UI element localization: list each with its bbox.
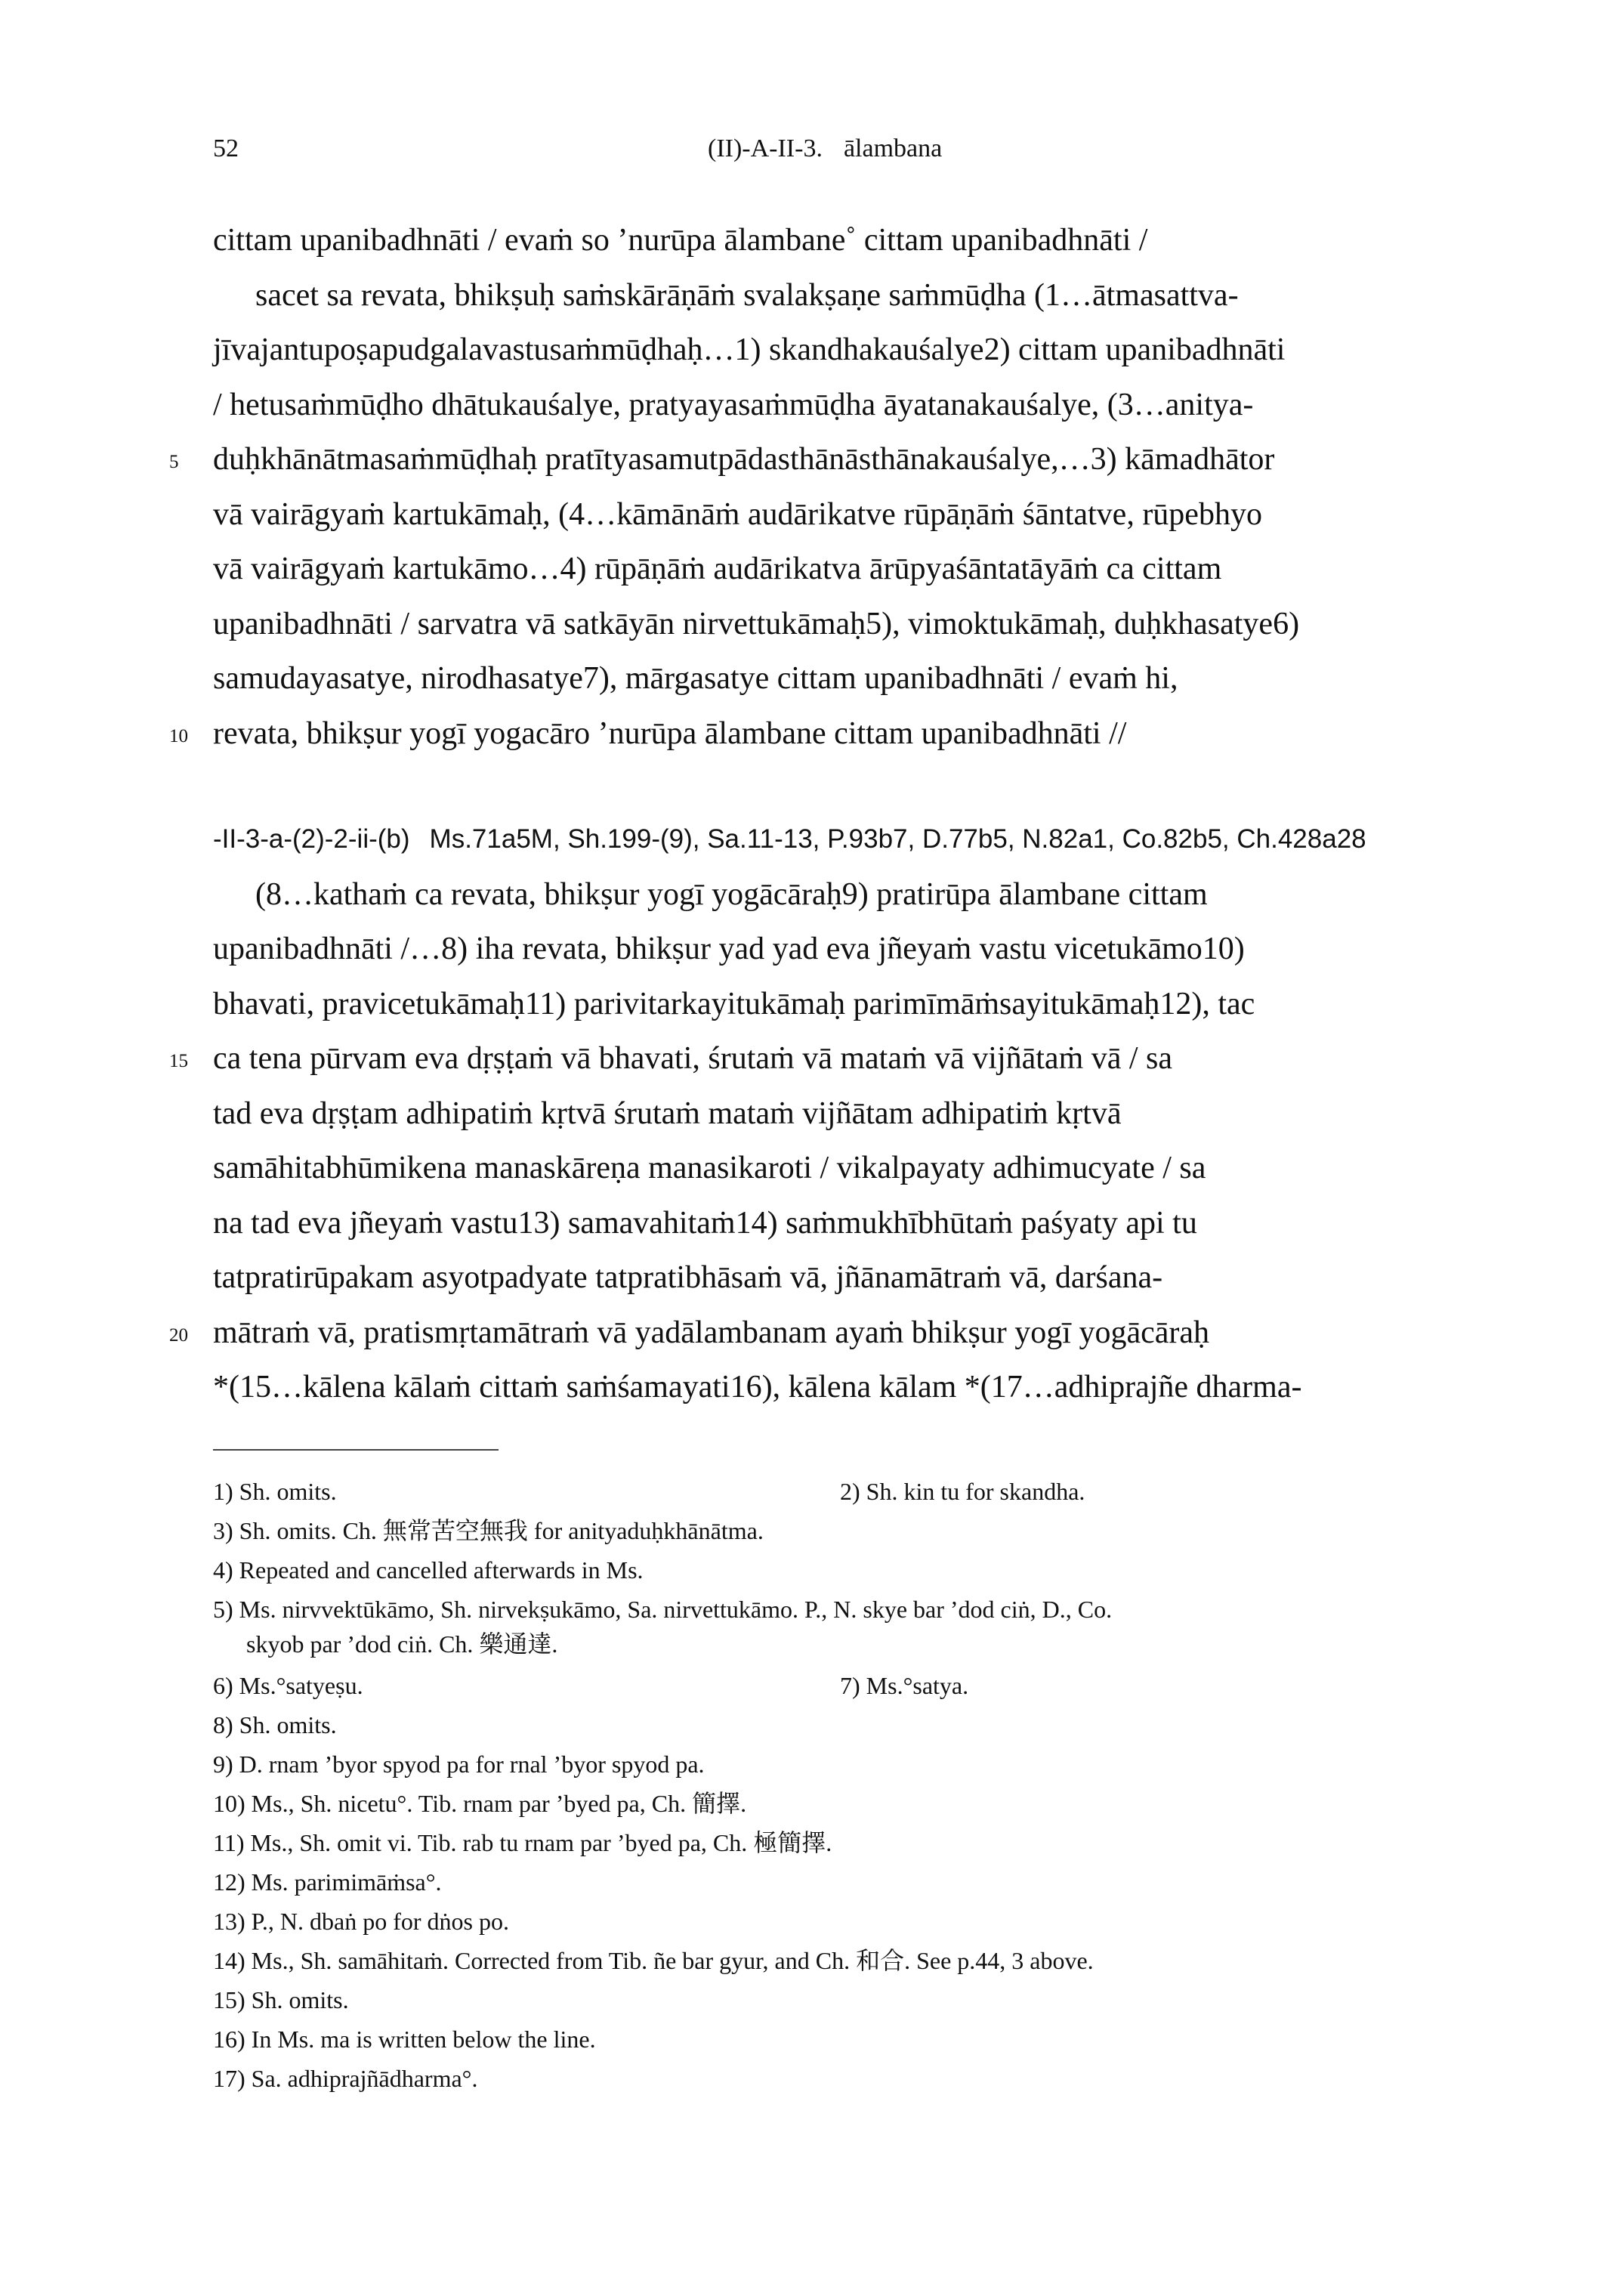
section-code: (II)-A-II-3. bbox=[708, 134, 823, 162]
footnote-continuation: skyob par ’dod ciṅ. Ch. 樂通達. bbox=[246, 1630, 558, 1658]
footnote-divider bbox=[213, 1449, 499, 1451]
footnote: 17) Sa. adhiprajñādharma°. bbox=[213, 2065, 478, 2092]
text-line bbox=[169, 432, 1490, 487]
line-number: 5 bbox=[169, 452, 179, 472]
footnote-row bbox=[213, 1941, 1490, 1980]
line-number: 15 bbox=[169, 1051, 188, 1071]
line-text: samāhitabhūmikena manaskāreṇa manasikaroti / vikalpayaty adhimucyate / sa bbox=[213, 1151, 1206, 1185]
text-line bbox=[213, 1360, 1490, 1415]
footnote: 5) Ms. nirvvektūkāmo, Sh. nirvekṣukāmo, Sa. nirvettukāmo. P., N. skye bar ’dod ciṅ, D., Co. bbox=[213, 1596, 1113, 1623]
footnote: 1) Sh. omits. bbox=[213, 1478, 337, 1505]
line-text: samudayasatye, nirodhasatye7), mārgasatye cittam upanibadhnāti / evaṁ hi, bbox=[213, 661, 1178, 696]
running-head bbox=[708, 134, 942, 163]
line-text: tatpratirūpakam asyotpadyate tatpratibhāsaṁ vā, jñānamātraṁ vā, darśana- bbox=[213, 1260, 1163, 1295]
text-line bbox=[169, 706, 1490, 762]
line-text: vā vairāgyaṁ kartukāmo…4) rūpāṇāṁ audārikatva ārūpyaśāntatāyāṁ ca cittam bbox=[213, 552, 1222, 586]
footnote-row bbox=[213, 1550, 1490, 1590]
text-line bbox=[213, 597, 1490, 652]
footnote: 2) Sh. kin tu for skandha. bbox=[840, 1478, 1085, 1505]
line-text: cittam upanibadhnāti / evaṁ so ’nurūpa ālambane˚ cittam upanibadhnāti / bbox=[213, 223, 1148, 258]
line-text: duḥkhānātmasaṁmūḍhaḥ pratītyasamutpādasthānāsthānakauśalye,…3) kāmadhātor bbox=[213, 442, 1275, 477]
footnote-row bbox=[213, 1590, 1490, 1666]
text-line bbox=[213, 378, 1490, 433]
line-text: tad eva dṛṣṭam adhipatiṁ kṛtvā śrutaṁ mataṁ vijñātam adhipatiṁ kṛtvā bbox=[213, 1095, 1122, 1131]
main-text bbox=[169, 213, 1490, 1415]
footnote: 4) Repeated and cancelled afterwards in Ms. bbox=[213, 1556, 644, 1584]
footnote: 16) In Ms. ma is written below the line. bbox=[213, 2026, 596, 2053]
text-line bbox=[213, 977, 1490, 1032]
text-block-1 bbox=[169, 213, 1490, 761]
footnote-row bbox=[213, 1862, 1490, 1902]
line-text: ca tena pūrvam eva dṛṣṭaṁ vā bhavati, śrutaṁ vā mataṁ vā vijñātaṁ vā / sa bbox=[213, 1041, 1173, 1076]
footnote-row bbox=[213, 1902, 1490, 1941]
section-keyword: ālambana bbox=[843, 134, 943, 162]
footnote-row bbox=[213, 1705, 1490, 1744]
line-text: / hetusaṁmūḍho dhātukauśalye, pratyayasaṁmūḍha āyatanakauśalye, (3…anitya- bbox=[213, 387, 1254, 422]
text-line bbox=[213, 867, 1490, 922]
footnote-row bbox=[213, 1511, 1490, 1550]
line-text: na tad eva jñeyaṁ vastu13) samavahitaṁ14) saṁmukhībhūtaṁ paśyaty api tu bbox=[213, 1205, 1197, 1241]
text-line bbox=[213, 268, 1490, 323]
text-line bbox=[169, 1031, 1490, 1086]
line-text: revata, bhikṣur yogī yogacāro ’nurūpa ālambane cittam upanibadhnāti // bbox=[213, 715, 1127, 751]
line-text: mātraṁ vā, pratismṛtamātraṁ vā yadālambanam ayaṁ bhikṣur yogī yogācāraḥ bbox=[213, 1315, 1210, 1350]
line-text: sacet sa revata, bhikṣuḥ saṁskārāṇāṁ svalakṣaṇe saṁmūḍha (1…ātmasattva- bbox=[255, 277, 1239, 313]
footnote-row bbox=[213, 1980, 1490, 2019]
text-line bbox=[213, 487, 1490, 542]
footnote: 11) Ms., Sh. omit vi. Tib. rab tu rnam par ’byed pa, Ch. 極簡擇. bbox=[213, 1829, 832, 1856]
footnote-row bbox=[213, 1472, 1490, 1511]
line-text: vā vairāgyaṁ kartukāmaḥ, (4…kāmānāṁ audārikatve rūpāṇāṁ śāntatve, rūpebhyo bbox=[213, 496, 1262, 532]
footnote: 14) Ms., Sh. samāhitaṁ. Corrected from Tib. ñe bar gyur, and Ch. 和合. See p.44, 3 above. bbox=[213, 1947, 1094, 1974]
footnote: 7) Ms.°satya. bbox=[840, 1672, 969, 1699]
line-text: upanibadhnāti /…8) iha revata, bhikṣur yad yad eva jñeyaṁ vastu vicetukāmo10) bbox=[213, 932, 1245, 966]
footnote: 6) Ms.°satyeṣu. bbox=[213, 1672, 363, 1699]
text-line bbox=[213, 651, 1490, 706]
line-text: bhavati, pravicetukāmaḥ11) parivitarkayitukāmaḥ parimīmāṁsayitukāmaḥ12), tac bbox=[213, 986, 1255, 1021]
footnote: 12) Ms. parimimāṁsa°. bbox=[213, 1868, 442, 1896]
text-line bbox=[213, 1196, 1490, 1251]
line-text: upanibadhnāti / sarvatra vā satkāyān nirvettukāmaḥ5), vimoktukāmaḥ, duḥkhasatye6) bbox=[213, 606, 1300, 641]
text-line bbox=[213, 323, 1490, 378]
footnote-row bbox=[213, 2019, 1490, 2059]
line-text: jīvajantupoṣapudgalavastusaṁmūḍhaḥ…1) skandhakauśalye2) cittam upanibadhnāti bbox=[213, 332, 1286, 367]
text-line bbox=[213, 1086, 1490, 1142]
footnote-row bbox=[213, 1744, 1490, 1784]
text-line bbox=[213, 542, 1490, 597]
footnote: 8) Sh. omits. bbox=[213, 1711, 337, 1738]
section-heading bbox=[213, 812, 1490, 867]
line-text: *(15…kālena kālaṁ cittaṁ saṁśamayati16), kālena kālam *(17…adhiprajñe dharma- bbox=[213, 1370, 1302, 1404]
section-id: -II-3-a-(2)-2-ii-(b) bbox=[213, 824, 410, 854]
line-number: 10 bbox=[169, 725, 188, 746]
footnote-row bbox=[213, 1823, 1490, 1862]
footnote-row bbox=[213, 1784, 1490, 1823]
section-refs: Ms.71a5M, Sh.199-(9), Sa.11-13, P.93b7, D.77b5, N.82a1, Co.82b5, Ch.428a28 bbox=[429, 824, 1366, 854]
footnote: 3) Sh. omits. Ch. 無常苦空無我 for anityaduḥkhānātma. bbox=[213, 1517, 764, 1544]
page-number: 52 bbox=[213, 134, 239, 162]
text-line bbox=[213, 1141, 1490, 1196]
page-header bbox=[213, 134, 1422, 172]
line-number: 20 bbox=[169, 1324, 188, 1346]
footnote: 15) Sh. omits. bbox=[213, 1986, 349, 2013]
line-text: (8…kathaṁ ca revata, bhikṣur yogī yogācāraḥ9) pratirūpa ālambane cittam bbox=[255, 876, 1208, 912]
footnote: 10) Ms., Sh. nicetu°. Tib. rnam par ’byed pa, Ch. 簡擇. bbox=[213, 1790, 747, 1817]
text-block-2 bbox=[169, 867, 1490, 1415]
footnote-row bbox=[213, 2059, 1490, 2098]
footnote-row bbox=[213, 1666, 1490, 1705]
text-line bbox=[213, 213, 1490, 268]
text-line bbox=[213, 1250, 1490, 1306]
footnote: 9) D. rnam ’byor spyod pa for rnal ’byor spyod pa. bbox=[213, 1751, 705, 1778]
text-line bbox=[169, 1306, 1490, 1361]
footnote: 13) P., N. dbaṅ po for dṅos po. bbox=[213, 1908, 509, 1935]
text-line bbox=[213, 922, 1490, 977]
footnotes bbox=[213, 1472, 1490, 2098]
